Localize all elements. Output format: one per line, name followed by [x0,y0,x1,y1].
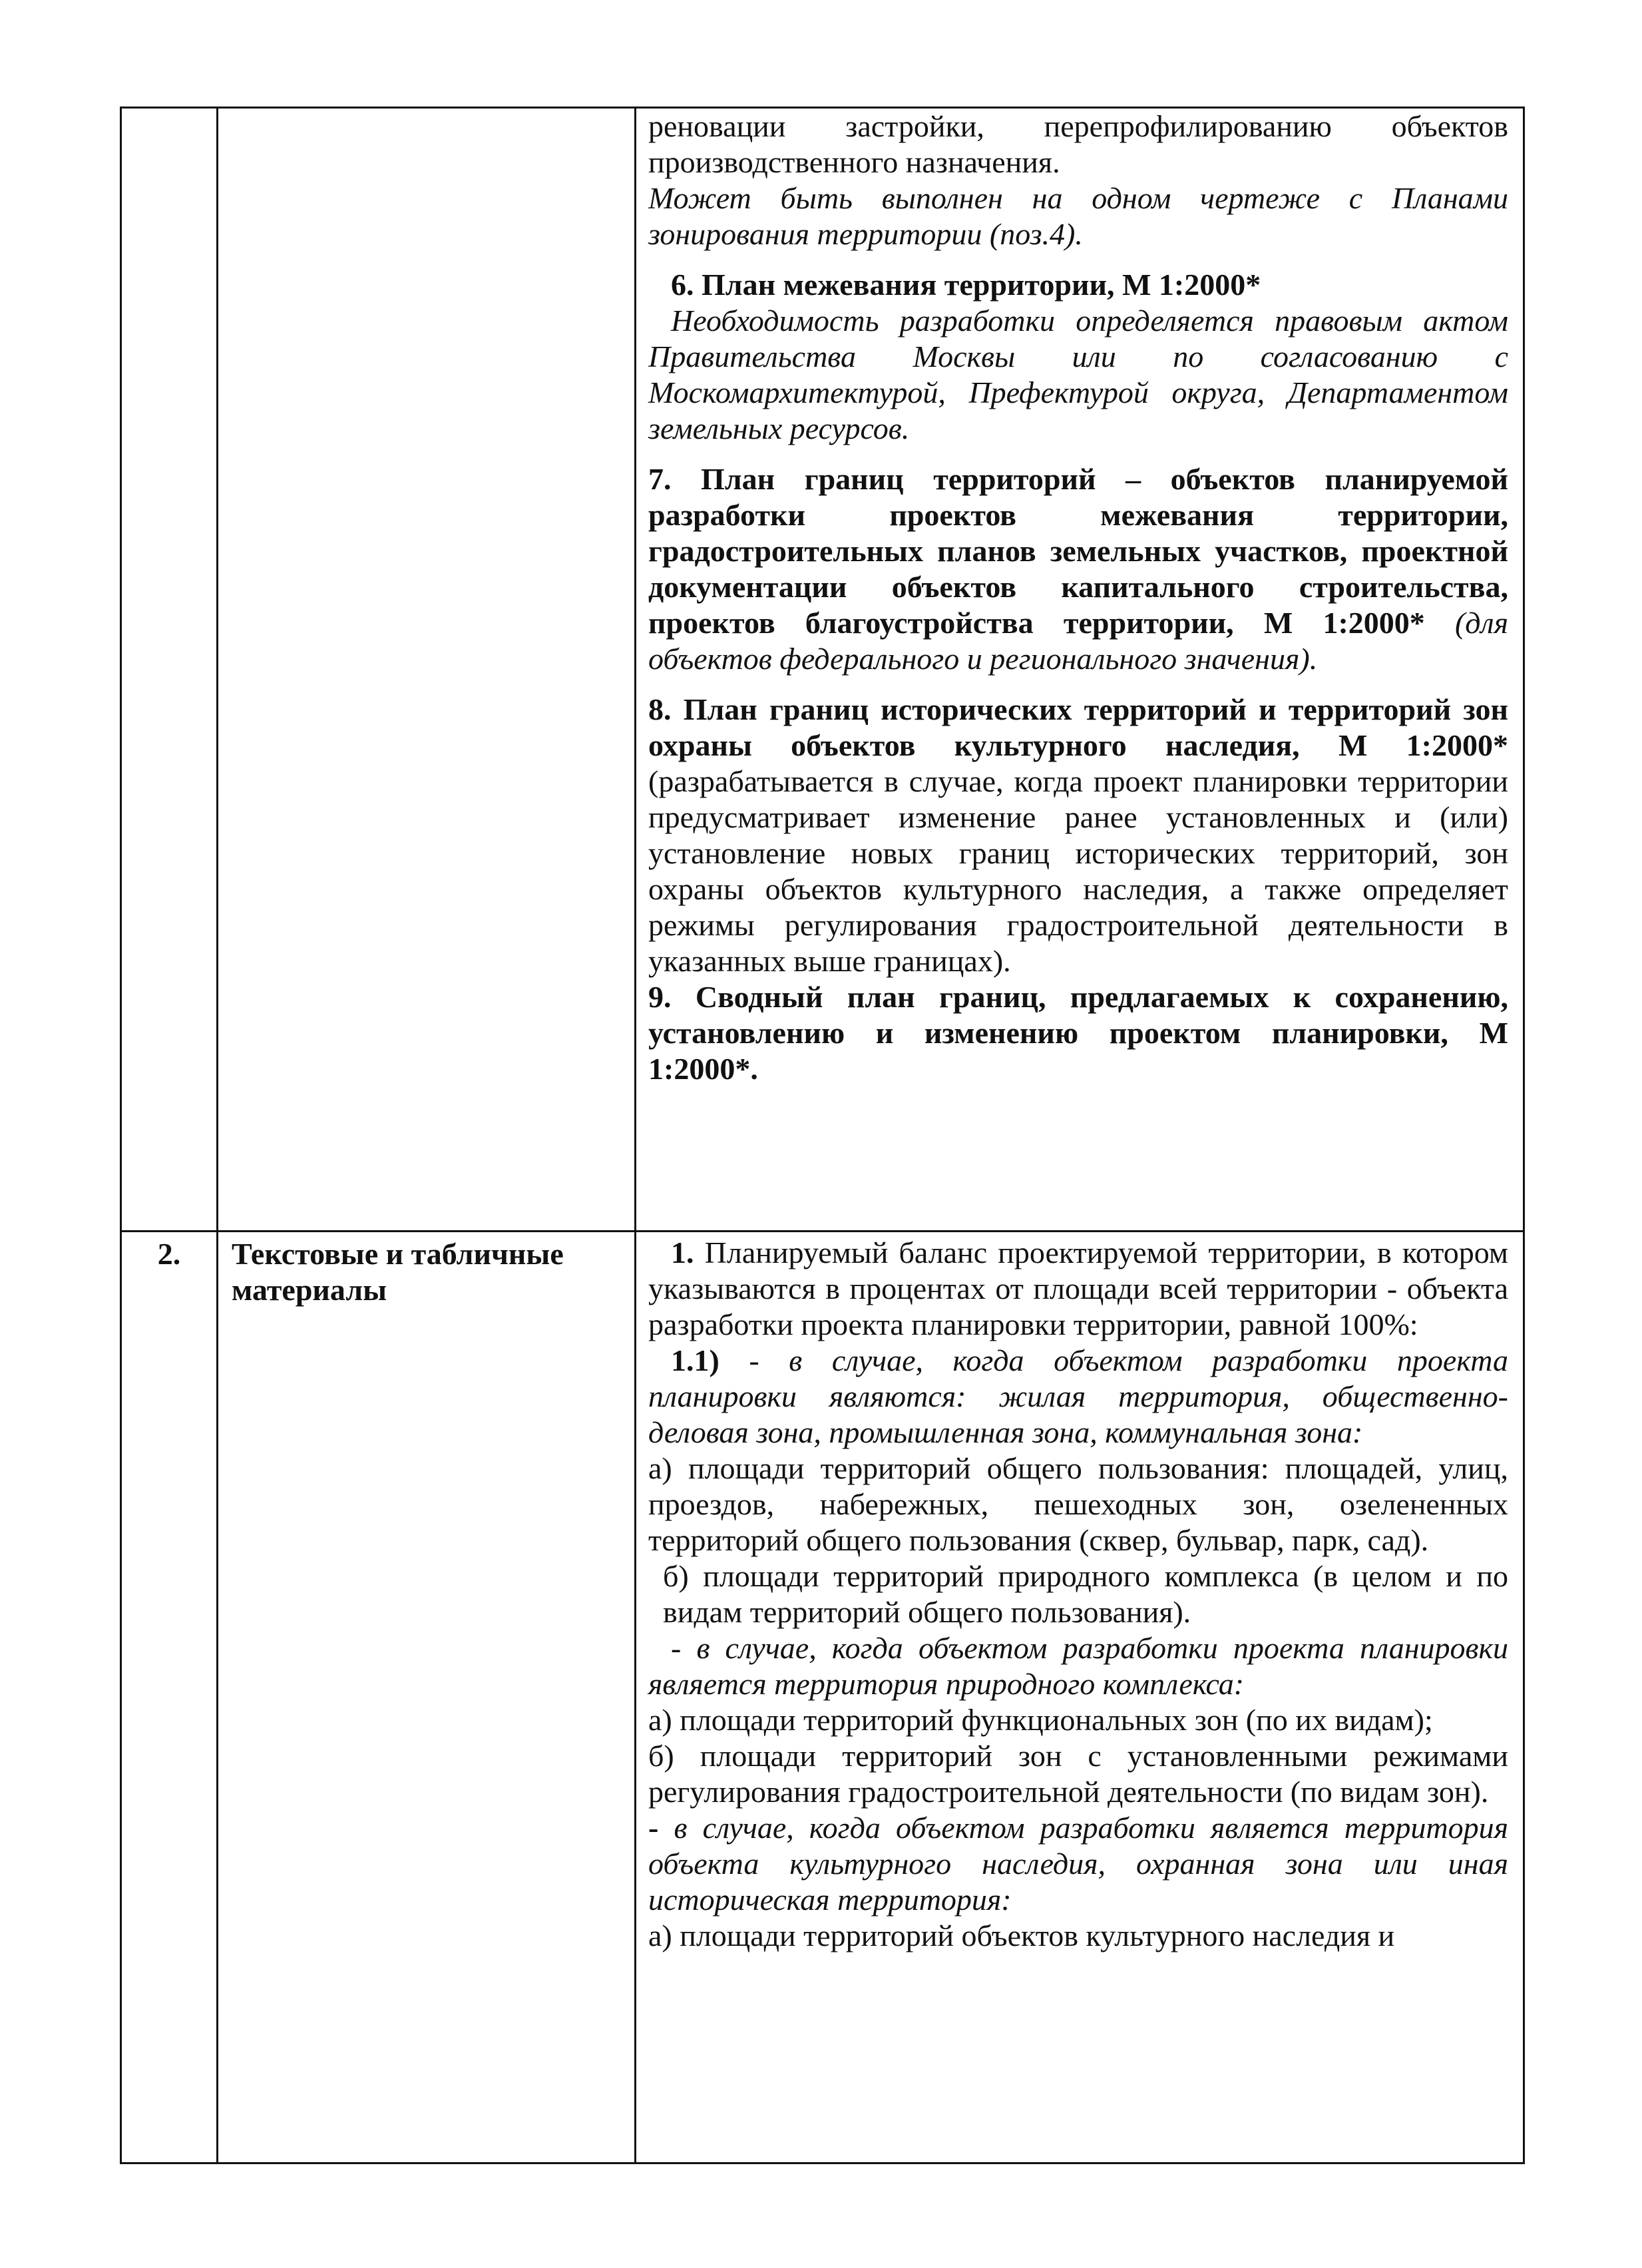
item-6-title: 6. План межевания территории, М 1:2000* [671,268,1261,302]
list-item-a: а) площади территорий функциональных зон (по их видам); [648,1703,1433,1737]
table-row [121,108,1524,1232]
item-8-title: 8. План границ исторических территорий и территорий зон охраны объектов культурного наследия, М 1:2000* [648,692,1508,762]
item-8 [648,692,1508,979]
row-number: 2. [157,1237,181,1271]
case-cultural-heritage [648,1810,1508,1918]
item-6-note: Необходимость разработки определяется правовым актом Правительства Москвы или по согласованию с Москомархитектурой, Префектурой округа, Департаментом земельных ресурсов. [648,304,1508,445]
list-item-a: а) площади территорий объектов культурного наследия и [648,1919,1395,1952]
list-item-b: б) площади территорий зон с установленными режимами регулирования градостроительной деятельности (по видам зон). [648,1739,1508,1809]
list-item-a: а) площади территорий общего пользования: площадей, улиц, проездов, набережных, пешеходных зон, озелененных территорий общего пользования (сквер, бульвар, парк, сад). [648,1451,1508,1557]
note: Может быть выполнен на одном чертеже с Планами зонирования территории (поз.4). [648,181,1508,251]
item-9-title: 9. Сводный план границ, предлагаемых к сохранению, установлению и изменению проектом планировки, М 1:2000*. [648,980,1508,1086]
case-natural-complex: - в случае, когда объектом разработки проекта планировки является территория природного комплекса: [648,1631,1508,1701]
case-cultural-heritage-text: в случае, когда объектом разработки является территория объекта культурного наследия, охранная зона или иная историческая территория: [648,1811,1508,1917]
item-1-number: 1. [671,1236,694,1269]
content-cell [636,108,1524,1232]
dash: - [648,1811,674,1845]
row-title: Текстовые и табличные материалы [232,1237,564,1307]
list-item-b: б) площади территорий природного комплекса (в целом и по видам территорий общего пользования). [663,1559,1508,1629]
paragraph: реновации застройки, перепрофилированию объектов производственного назначения. [648,109,1508,179]
item-1-text: Планируемый баланс проектируемой территории, в котором указываются в процентах от площади всей территории - объекта разработки проекта планировки территории, равной 100%: [648,1236,1508,1341]
item-1-1 [648,1343,1508,1451]
document-table [120,107,1525,2164]
title-cell [218,108,636,1232]
number-cell [121,1232,218,2163]
content-cell [636,1232,1524,2163]
item-8-text: (разрабатывается в случае, когда проект планировки территории предусматривает изменение ранее установленных и (или) установление новых границ исторических территорий, зон охраны объектов культурного наследия, а также определяет режимы регулирования градостроительной деятельности в указанных выше границах). [648,764,1508,978]
item-1-1-text: - в случае, когда объектом разработки проекта планировки являются: жилая территория, общественно-деловая зона, промышленная зона, коммунальная зона: [648,1343,1508,1449]
item-7-title: 7. План границ территорий – объектов планируемой разработки проектов межевания территории, градостроительных планов земельных участков, проектной документации объектов капитального строительства, проектов благоустройства территории, М 1:2000* [648,462,1508,640]
item-7-note: (для объектов федерального и регионального значения). [648,606,1508,676]
title-cell [218,1232,636,2163]
number-cell [121,108,218,1232]
item-1 [648,1235,1508,1343]
item-7 [648,461,1508,677]
item-1-1-number: 1.1) [671,1343,719,1377]
table-row [121,1232,1524,2163]
